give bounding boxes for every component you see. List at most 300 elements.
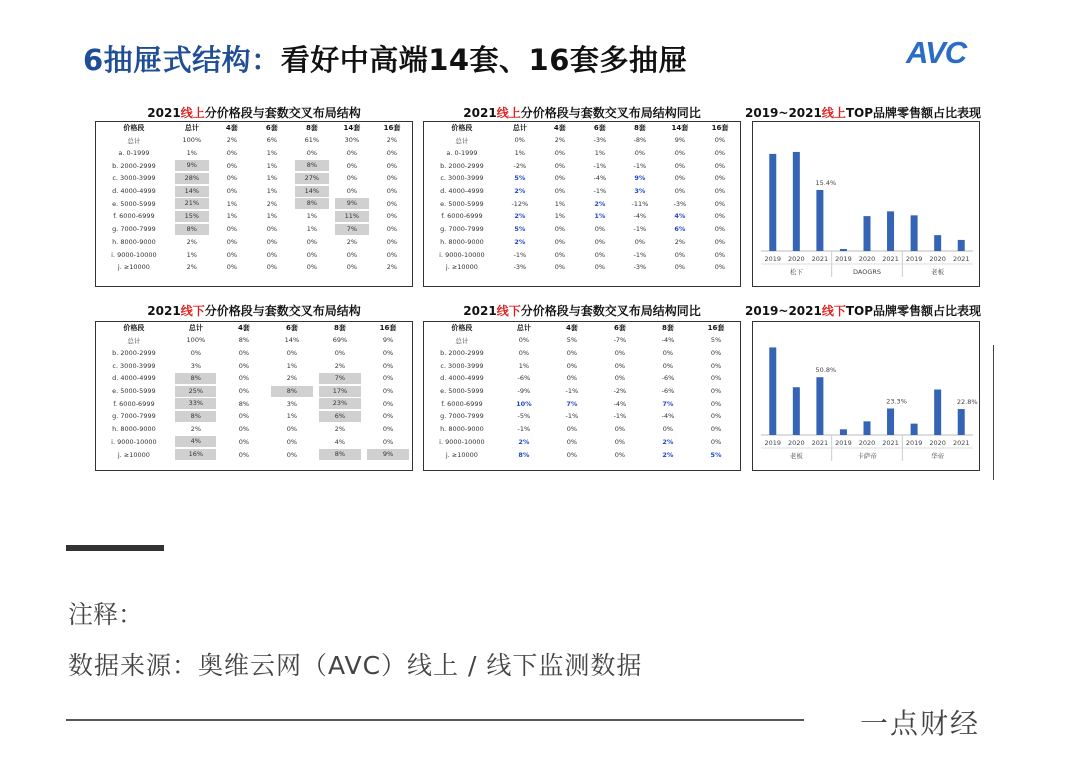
row-label: d. 4000-4999 bbox=[440, 374, 484, 383]
table-cell: 6% bbox=[266, 136, 278, 145]
table-cell: 2% bbox=[266, 199, 278, 208]
table-cell: -4% bbox=[633, 212, 647, 221]
title-year: 2019~2021 bbox=[745, 304, 822, 318]
table-cell: 0% bbox=[662, 349, 674, 358]
bar bbox=[887, 408, 894, 435]
highlighted-value: 8% bbox=[271, 386, 312, 397]
table-row bbox=[96, 359, 412, 372]
table-cell: 1% bbox=[186, 149, 197, 158]
table-cell: 7% bbox=[566, 399, 578, 408]
table-cell: 0% bbox=[614, 425, 626, 434]
table-cell bbox=[172, 372, 220, 385]
table-cell: 0% bbox=[238, 349, 250, 358]
highlighted-value: 11% bbox=[335, 211, 369, 222]
table-row bbox=[96, 261, 412, 274]
table-cell: -1% bbox=[633, 250, 647, 259]
row-label: 总计 bbox=[455, 136, 469, 145]
table-cell: -4% bbox=[613, 399, 627, 408]
x-tick-label: 2020 bbox=[929, 439, 946, 447]
highlighted-value: 7% bbox=[319, 373, 360, 384]
table-row bbox=[96, 372, 412, 385]
headline-prefix: 6抽屉式结构： bbox=[83, 43, 281, 77]
row-label: e. 5000-5999 bbox=[440, 199, 484, 208]
chart-offline-svg bbox=[753, 322, 981, 472]
x-tick-label: 2020 bbox=[858, 255, 876, 263]
bar bbox=[793, 152, 800, 251]
table-cell: 9% bbox=[382, 336, 394, 345]
table-cell: 69% bbox=[332, 336, 348, 345]
table-cell: 0% bbox=[714, 174, 726, 183]
title-text: 分价格段与套数交叉布局结构同比 bbox=[520, 304, 701, 318]
table-cell: 0% bbox=[266, 263, 278, 272]
table-cell bbox=[172, 172, 212, 185]
table-cell: 0% bbox=[346, 149, 358, 158]
table-online-structure bbox=[95, 121, 413, 287]
table-cell: 2% bbox=[346, 237, 358, 246]
row-label: 总计 bbox=[127, 136, 141, 145]
table-cell: 1% bbox=[286, 412, 298, 421]
data-label: 15.4% bbox=[815, 178, 837, 187]
row-label: g. 7000-7999 bbox=[440, 225, 484, 234]
table-cell: -6% bbox=[517, 374, 531, 383]
table-cell: 0% bbox=[566, 425, 578, 434]
table-cell: 0% bbox=[226, 225, 237, 234]
table-cell: 0% bbox=[382, 412, 394, 421]
table-cell: 0% bbox=[306, 250, 318, 259]
row-label: d. 4000-4999 bbox=[440, 187, 484, 196]
table-cell: 0% bbox=[714, 149, 726, 158]
table-cell: 0% bbox=[382, 361, 394, 370]
table-row bbox=[96, 172, 412, 185]
table-cell: -6% bbox=[661, 387, 675, 396]
table-cell: 4% bbox=[334, 437, 346, 446]
table-cell: 0% bbox=[346, 187, 358, 196]
table-cell: 0% bbox=[634, 237, 646, 246]
column-header: 价格段 bbox=[451, 324, 473, 332]
table-cell: 5% bbox=[710, 336, 722, 345]
highlighted-value: 9% bbox=[175, 160, 209, 171]
row-label: i. 9000-10000 bbox=[439, 437, 485, 446]
highlighted-value: 27% bbox=[295, 173, 329, 184]
table-cell: 0% bbox=[386, 187, 398, 196]
row-label: h. 8000-9000 bbox=[112, 237, 156, 246]
table-cell: 0% bbox=[710, 361, 722, 370]
table-cell: 0% bbox=[674, 187, 686, 196]
table-cell: 1% bbox=[306, 225, 318, 234]
group-label: 老板 bbox=[789, 452, 803, 460]
table-row bbox=[424, 448, 740, 461]
table-cell: -4% bbox=[661, 412, 675, 421]
table-cell: 1% bbox=[266, 161, 278, 170]
row-label: c. 3000-3999 bbox=[112, 174, 156, 183]
table-cell: 1% bbox=[186, 250, 197, 259]
bar bbox=[958, 409, 965, 435]
table-cell: 0% bbox=[386, 250, 398, 259]
column-header: 6套 bbox=[593, 124, 606, 132]
table-cell: 0% bbox=[382, 349, 394, 358]
table-cell: 0% bbox=[386, 237, 398, 246]
table-cell: 1% bbox=[518, 361, 529, 370]
table-cell: 0% bbox=[226, 187, 237, 196]
table-cell: 0% bbox=[286, 349, 298, 358]
table-row bbox=[424, 210, 740, 223]
table-header-row bbox=[424, 322, 740, 334]
table-cell: 0% bbox=[382, 437, 394, 446]
table-cell: 0% bbox=[614, 437, 626, 446]
x-tick-label: 2021 bbox=[952, 439, 970, 447]
row-label: h. 8000-9000 bbox=[440, 237, 484, 246]
chart-online-svg bbox=[753, 122, 981, 288]
table-cell: 0% bbox=[714, 136, 726, 145]
table-cell: 0% bbox=[674, 250, 686, 259]
table-cell: 1% bbox=[266, 187, 278, 196]
table-cell: -4% bbox=[661, 336, 675, 345]
table-cell bbox=[292, 172, 332, 185]
row-label: d. 4000-4999 bbox=[112, 374, 156, 383]
avc-logo: AVC bbox=[906, 35, 967, 70]
table-cell bbox=[172, 185, 212, 198]
row-label: j. ≥10000 bbox=[445, 263, 478, 272]
table-cell: 9% bbox=[634, 174, 646, 183]
table-cell: -4% bbox=[593, 174, 607, 183]
table-cell: 0% bbox=[306, 237, 318, 246]
highlighted-value: 8% bbox=[175, 224, 209, 235]
table-cell bbox=[172, 410, 220, 423]
table-cell: 0% bbox=[614, 374, 626, 383]
bar bbox=[816, 190, 823, 251]
chart-online-title bbox=[745, 104, 980, 121]
table-cell: 0% bbox=[514, 136, 525, 145]
table-cell: 0% bbox=[714, 237, 726, 246]
x-tick-label: 2021 bbox=[952, 255, 970, 263]
table-cell: 2% bbox=[286, 374, 298, 383]
table-cell: 0% bbox=[594, 225, 606, 234]
row-label: i. 9000-10000 bbox=[439, 250, 485, 259]
x-tick-label: 2020 bbox=[788, 439, 805, 447]
highlighted-value: 15% bbox=[175, 211, 209, 222]
bar bbox=[934, 235, 941, 251]
table-cell: 0% bbox=[386, 149, 398, 158]
table-cell bbox=[172, 210, 212, 223]
table-cell: 0% bbox=[710, 412, 722, 421]
row-label: j. ≥10000 bbox=[117, 263, 150, 272]
column-header: 4套 bbox=[225, 124, 238, 132]
table-cell: 7% bbox=[662, 399, 674, 408]
table-row bbox=[424, 372, 740, 385]
bar bbox=[864, 216, 871, 251]
table-cell: 0% bbox=[594, 237, 606, 246]
bar bbox=[934, 390, 941, 436]
table-cell: 10% bbox=[516, 399, 532, 408]
table-cell: 0% bbox=[566, 374, 578, 383]
table-cell: 0% bbox=[554, 174, 565, 183]
table-row bbox=[424, 185, 740, 198]
table-cell: 0% bbox=[594, 250, 606, 259]
table-cell: 1% bbox=[554, 199, 565, 208]
table-cell bbox=[172, 223, 212, 236]
row-label: f. 6000-6999 bbox=[441, 399, 483, 408]
column-header: 4套 bbox=[237, 324, 250, 332]
x-tick-label: 2019 bbox=[905, 439, 923, 447]
x-tick-label: 2019 bbox=[905, 255, 923, 263]
table-cell: 14% bbox=[284, 336, 300, 345]
table-cell: 0% bbox=[266, 237, 278, 246]
table-row bbox=[424, 248, 740, 261]
highlighted-value: 7% bbox=[335, 224, 369, 235]
table-row bbox=[424, 223, 740, 236]
table-row bbox=[424, 359, 740, 372]
row-label: j. ≥10000 bbox=[445, 450, 478, 459]
highlighted-value: 8% bbox=[175, 373, 216, 384]
x-tick-label: 2021 bbox=[882, 439, 899, 447]
table-cell: 0% bbox=[238, 425, 250, 434]
table-row bbox=[96, 334, 412, 347]
table-cell: 0% bbox=[662, 361, 674, 370]
title-year: 2021 bbox=[147, 304, 181, 318]
highlighted-value: 33% bbox=[175, 398, 216, 409]
table-cell: 0% bbox=[306, 263, 318, 272]
table-cell: 0% bbox=[346, 161, 358, 170]
row-label: b. 2000-2999 bbox=[112, 161, 156, 170]
table-cell: 0% bbox=[614, 349, 626, 358]
table-online-yoy bbox=[423, 121, 741, 287]
bar bbox=[840, 249, 847, 251]
table-cell: 0% bbox=[238, 361, 250, 370]
column-header: 价格段 bbox=[123, 124, 145, 132]
bar bbox=[864, 421, 871, 435]
column-header: 8套 bbox=[334, 324, 346, 332]
title-year: 2019~2021 bbox=[745, 106, 822, 120]
x-tick-label: 2021 bbox=[882, 255, 899, 263]
table-cell: 0% bbox=[714, 212, 726, 221]
table-cell: -1% bbox=[593, 161, 607, 170]
table-cell: 0% bbox=[386, 199, 398, 208]
table-cell: -6% bbox=[661, 374, 675, 383]
x-tick-label: 2021 bbox=[811, 255, 829, 263]
table-cell: 0% bbox=[382, 387, 394, 396]
table-cell: 1% bbox=[226, 199, 237, 208]
table-cell: 0% bbox=[554, 149, 565, 158]
row-label: i. 9000-10000 bbox=[111, 250, 157, 259]
row-label: a. 0-1999 bbox=[446, 149, 478, 158]
table-cell bbox=[172, 159, 212, 172]
table-cell: 2% bbox=[186, 263, 197, 272]
title-text: 分价格段与套数交叉布局结构 bbox=[204, 304, 361, 318]
title-channel: 线上 bbox=[496, 106, 521, 120]
table-row bbox=[424, 236, 740, 249]
table-cell: 2% bbox=[662, 437, 674, 446]
chart-online-panel bbox=[752, 121, 980, 287]
footer-rule bbox=[66, 719, 804, 721]
table-row bbox=[96, 347, 412, 360]
table-cell: 2% bbox=[334, 361, 346, 370]
highlighted-value: 23% bbox=[319, 398, 360, 409]
bar bbox=[793, 387, 800, 435]
table-cell: 1% bbox=[266, 212, 278, 221]
column-header: 16套 bbox=[711, 124, 729, 132]
brand-signature: 一点财经 bbox=[860, 707, 981, 740]
table-cell: 2% bbox=[514, 237, 526, 246]
table-cell: 1% bbox=[554, 212, 565, 221]
bar bbox=[769, 347, 776, 435]
title-channel: 线下 bbox=[821, 304, 846, 318]
table-row bbox=[424, 197, 740, 210]
x-tick-label: 2019 bbox=[764, 439, 782, 447]
bar bbox=[887, 211, 894, 251]
table-cell: 0% bbox=[674, 149, 686, 158]
column-header: 4套 bbox=[565, 324, 578, 332]
table-offline-yoy bbox=[423, 321, 741, 471]
table-cell: 5% bbox=[514, 174, 526, 183]
highlighted-value: 8% bbox=[295, 198, 329, 209]
table-cell: 2% bbox=[514, 212, 526, 221]
table-cell: 0% bbox=[238, 412, 250, 421]
table-cell: 0% bbox=[286, 450, 298, 459]
table-cell: 0% bbox=[266, 250, 278, 259]
table-cell: -3% bbox=[593, 136, 607, 145]
row-label: e. 5000-5999 bbox=[112, 387, 156, 396]
table-cell: 0% bbox=[382, 374, 394, 383]
table-cell: 0% bbox=[226, 250, 237, 259]
table-row bbox=[96, 159, 412, 172]
table-cell: -7% bbox=[613, 336, 627, 345]
row-label: 总计 bbox=[127, 336, 141, 345]
data-table bbox=[424, 322, 740, 461]
table-cell: 0% bbox=[346, 250, 358, 259]
row-label: i. 9000-10000 bbox=[111, 437, 157, 446]
table-cell bbox=[268, 385, 316, 398]
table-cell: 0% bbox=[346, 174, 358, 183]
table-cell: 5% bbox=[710, 450, 722, 459]
table-cell: 2% bbox=[186, 237, 197, 246]
row-label: b. 2000-2999 bbox=[440, 349, 484, 358]
table-cell: 0% bbox=[710, 399, 722, 408]
section-bar bbox=[66, 545, 164, 551]
title-year: 2021 bbox=[147, 106, 181, 120]
highlighted-value: 4% bbox=[175, 436, 216, 447]
table-cell: 0% bbox=[238, 450, 250, 459]
highlighted-value: 16% bbox=[175, 449, 216, 460]
table-cell: 0% bbox=[382, 425, 394, 434]
table-cell: -11% bbox=[631, 199, 649, 208]
table-cell bbox=[172, 397, 220, 410]
table-cell: 8% bbox=[238, 399, 250, 408]
highlighted-value: 9% bbox=[335, 198, 369, 209]
table-cell: -3% bbox=[633, 263, 647, 272]
table-cell: 0% bbox=[674, 174, 686, 183]
table-header-row bbox=[96, 122, 412, 134]
table-cell: -2% bbox=[513, 161, 527, 170]
table-cell bbox=[172, 436, 220, 449]
table-cell: -8% bbox=[633, 136, 647, 145]
column-header: 总计 bbox=[516, 324, 531, 332]
table-cell bbox=[292, 185, 332, 198]
table-row bbox=[96, 397, 412, 410]
table-cell: 3% bbox=[634, 187, 646, 196]
table-cell: 0% bbox=[286, 425, 298, 434]
table-cell: 1% bbox=[514, 149, 525, 158]
data-table bbox=[96, 122, 412, 274]
table-row bbox=[424, 172, 740, 185]
row-label: d. 4000-4999 bbox=[112, 187, 156, 196]
table-cell: 0% bbox=[386, 225, 398, 234]
table-row bbox=[424, 159, 740, 172]
table-row bbox=[424, 334, 740, 347]
row-label: c. 3000-3999 bbox=[440, 174, 484, 183]
x-tick-label: 2021 bbox=[811, 439, 829, 447]
data-table bbox=[96, 322, 412, 461]
table-cell: -1% bbox=[593, 187, 607, 196]
table-cell: 0% bbox=[346, 263, 358, 272]
table-online-title bbox=[95, 104, 413, 121]
table-cell: 2% bbox=[226, 136, 237, 145]
table-cell: 0% bbox=[226, 161, 237, 170]
table-cell: 0% bbox=[306, 149, 318, 158]
table-cell: 0% bbox=[190, 349, 201, 358]
table-cell: 1% bbox=[266, 149, 278, 158]
row-label: f. 6000-6999 bbox=[113, 399, 155, 408]
table-cell: 3% bbox=[190, 361, 201, 370]
table-row bbox=[96, 385, 412, 398]
table-cell: 5% bbox=[566, 336, 578, 345]
title-channel: 线下 bbox=[180, 304, 205, 318]
table-cell bbox=[316, 410, 364, 423]
table-cell: 8% bbox=[238, 336, 250, 345]
title-text: 分价格段与套数交叉布局结构同比 bbox=[520, 106, 701, 120]
table-row bbox=[424, 423, 740, 436]
chart-offline-title bbox=[745, 302, 980, 319]
table-cell: 0% bbox=[386, 212, 398, 221]
table-header-row bbox=[96, 322, 412, 334]
column-header: 价格段 bbox=[451, 124, 473, 132]
table-cell: 0% bbox=[566, 450, 578, 459]
table-cell: -9% bbox=[517, 387, 531, 396]
table-cell: 100% bbox=[186, 336, 206, 345]
table-cell: 0% bbox=[710, 349, 722, 358]
row-label: c. 3000-3999 bbox=[112, 361, 156, 370]
table-cell: 0% bbox=[710, 425, 722, 434]
table-cell bbox=[172, 197, 212, 210]
table-cell: 2% bbox=[334, 425, 346, 434]
table-header-row bbox=[424, 122, 740, 134]
table-cell: 2% bbox=[386, 263, 398, 272]
table-cell: 0% bbox=[554, 263, 565, 272]
table-cell: 0% bbox=[566, 437, 578, 446]
table-cell bbox=[316, 448, 364, 461]
table-cell: 0% bbox=[674, 263, 686, 272]
bar bbox=[911, 424, 918, 435]
table-cell: 0% bbox=[518, 349, 529, 358]
highlighted-value: 14% bbox=[295, 186, 329, 197]
table-cell bbox=[292, 197, 332, 210]
bar bbox=[769, 154, 776, 251]
column-header: 14套 bbox=[671, 124, 689, 132]
table-row bbox=[424, 261, 740, 274]
highlighted-value: 8% bbox=[175, 411, 216, 422]
table-cell: 0% bbox=[634, 149, 646, 158]
table-cell: 1% bbox=[594, 149, 606, 158]
column-header: 6套 bbox=[265, 124, 278, 132]
table-cell: 0% bbox=[714, 225, 726, 234]
table-cell: 2% bbox=[386, 136, 398, 145]
table-cell: 0% bbox=[662, 425, 674, 434]
bar bbox=[840, 429, 847, 435]
highlighted-value: 8% bbox=[295, 160, 329, 171]
table-online-yoy-title bbox=[423, 104, 741, 121]
x-tick-label: 2019 bbox=[764, 255, 782, 263]
table-cell: 0% bbox=[238, 387, 250, 396]
table-row bbox=[96, 436, 412, 449]
